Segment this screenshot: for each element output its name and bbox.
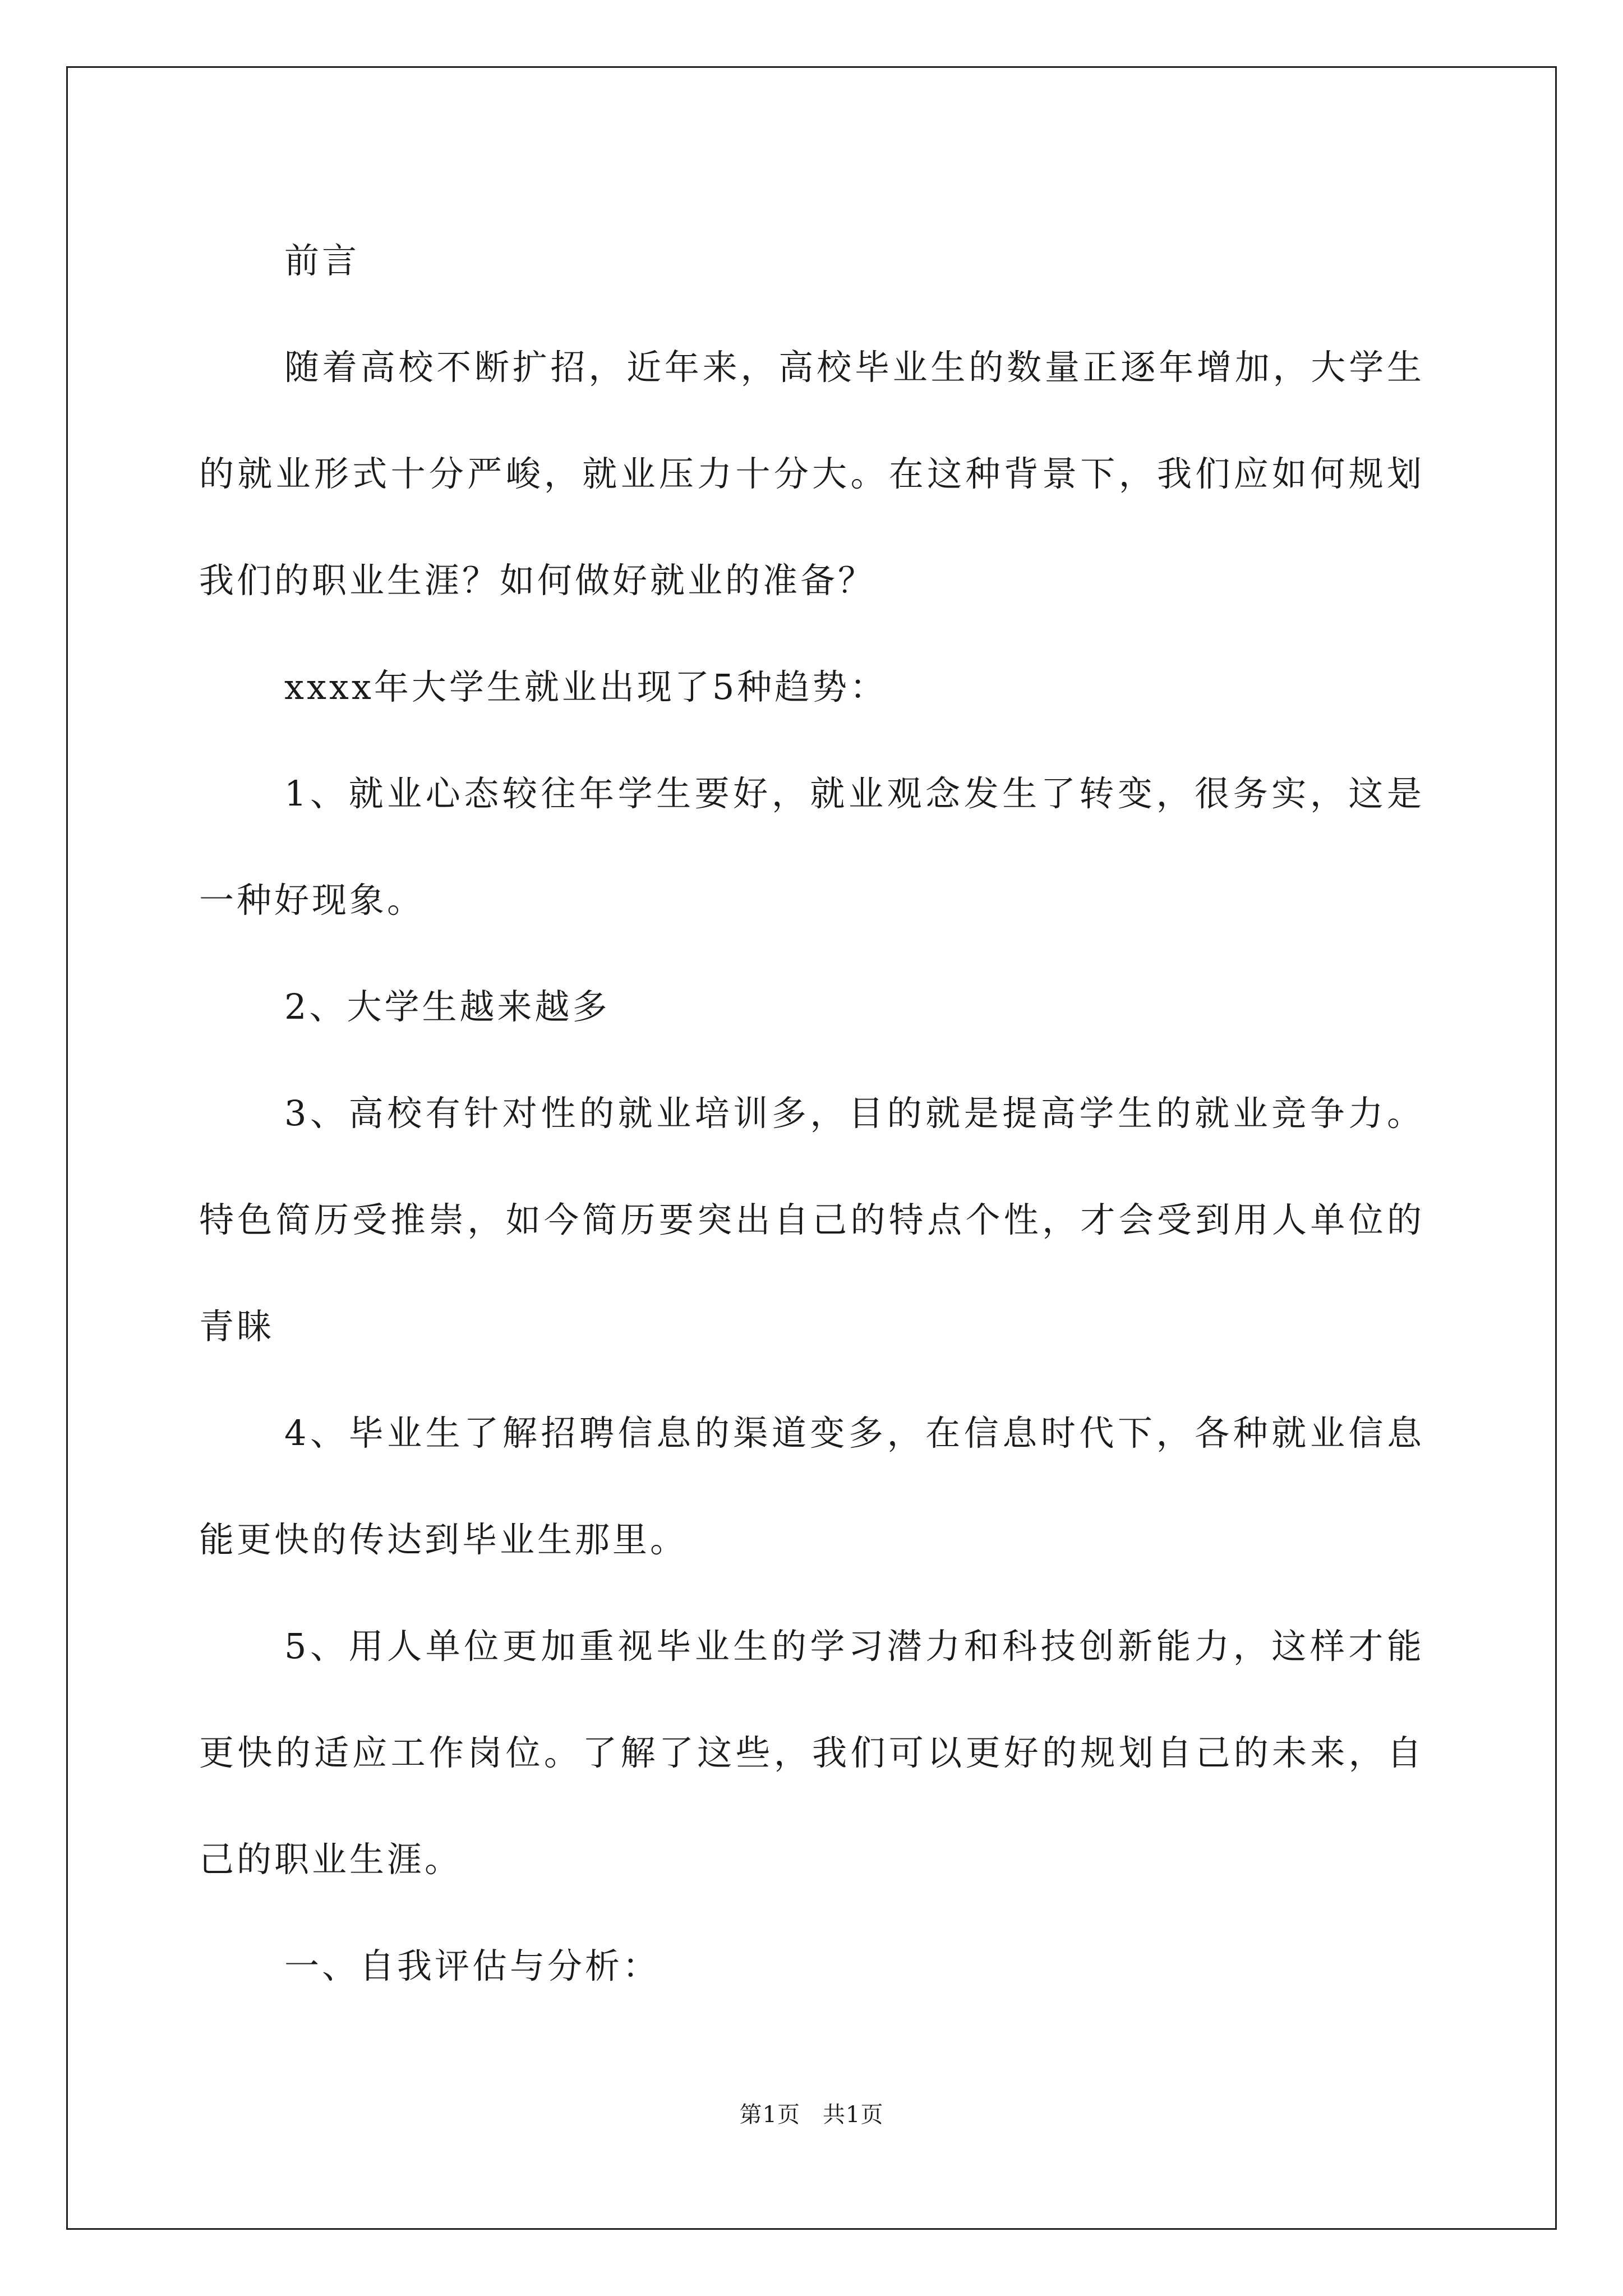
list-item-trend-5: 5、用人单位更加重视毕业生的学习潜力和科技创新能力，这样才能更快的适应工作岗位。了解了这些，我们可以更好的规划自己的未来，自己的职业生涯。 [199,1626,1424,1880]
section-heading-preface: 前言 [284,240,360,281]
paragraph-intro: 随着高校不断扩招，近年来，高校毕业生的数量正逐年增加，大学生的就业形式十分严峻，就业压力十分大。在这种背景下，我们应如何规划我们的职业生涯？如何做好就业的准备？ [199,347,1424,601]
section-heading-self-assessment: 一、自我评估与分析： [284,1945,661,1986]
list-item-trend-2: 2、大学生越来越多 [284,986,610,1027]
list-item-trend-1: 1、就业心态较往年学生要好，就业观念发生了转变，很务实，这是一种好现象。 [199,773,1424,921]
page-number: 第1页 [739,2102,800,2128]
paragraph-trends-title: xxxx年大学生就业出现了5种趋势： [284,666,888,707]
list-item-trend-3: 3、高校有针对性的就业培训多，目的就是提高学生的就业竞争力。特色简历受推崇，如今简历要突出自己的特点个性，才会受到用人单位的青睐 [199,1093,1424,1347]
list-item-trend-4: 4、毕业生了解招聘信息的渠道变多，在信息时代下，各种就业信息能更快的传达到毕业生那里。 [199,1412,1424,1560]
page-footer [0,2098,1623,2132]
document-body [199,208,1424,2019]
page-total: 共1页 [823,2102,884,2128]
